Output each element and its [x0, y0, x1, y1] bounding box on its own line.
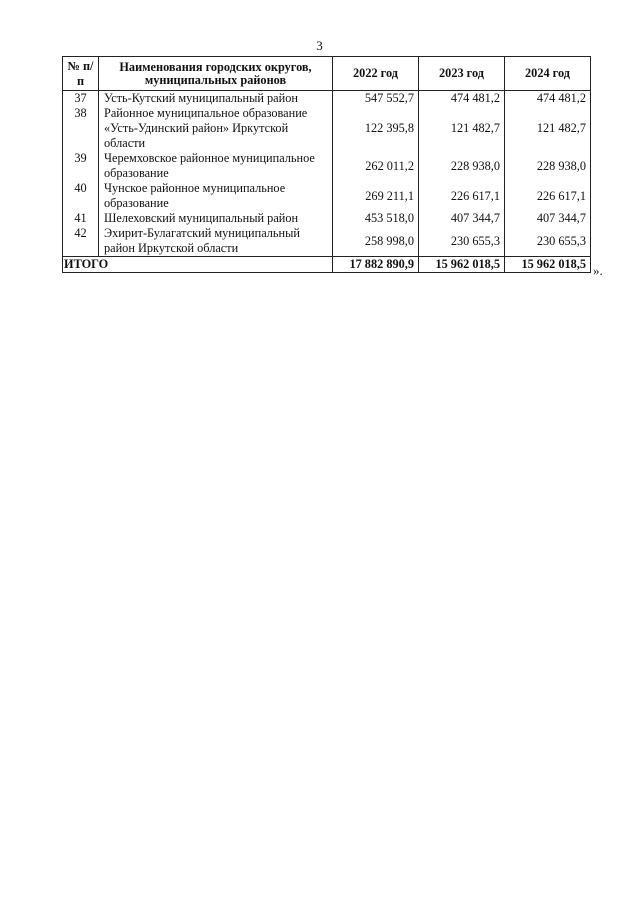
row-value-2023: 407 344,7 — [419, 211, 505, 226]
row-value-2023: 228 938,0 — [419, 151, 505, 181]
row-name: Черемховское районное муниципальное образование — [99, 151, 333, 181]
row-num: 40 — [63, 181, 99, 211]
row-value-2023: 230 655,3 — [419, 226, 505, 257]
page-number: 3 — [316, 38, 323, 53]
closing-quote-mark: ». — [593, 263, 603, 278]
row-value-2022: 269 211,1 — [333, 181, 419, 211]
total-label: ИТОГО — [63, 257, 333, 273]
table-header-row — [63, 57, 591, 91]
row-value-2022: 258 998,0 — [333, 226, 419, 257]
row-name: Эхирит-Булагатский муниципальный район Иркутской области — [99, 226, 333, 257]
row-num: 39 — [63, 151, 99, 181]
table-row — [63, 106, 591, 151]
row-value-2023: 226 617,1 — [419, 181, 505, 211]
row-num: 38 — [63, 106, 99, 151]
total-value-2022: 17 882 890,9 — [333, 257, 419, 273]
row-value-2024: 226 617,1 — [505, 181, 591, 211]
budget-table — [62, 56, 591, 273]
header-2023: 2023 год — [419, 57, 505, 91]
row-name: Чунское районное муниципальное образование — [99, 181, 333, 211]
row-name: Усть-Кутский муниципальный район — [99, 91, 333, 107]
table-row — [63, 211, 591, 226]
table-row — [63, 181, 591, 211]
table-row — [63, 91, 591, 107]
table-row — [63, 226, 591, 257]
total-value-2024: 15 962 018,5 — [505, 257, 591, 273]
row-value-2024: 230 655,3 — [505, 226, 591, 257]
row-value-2022: 547 552,7 — [333, 91, 419, 107]
header-name: Наименования городских округов, муниципальных районов — [99, 57, 333, 91]
row-value-2023: 121 482,7 — [419, 106, 505, 151]
row-value-2024: 121 482,7 — [505, 106, 591, 151]
total-row — [63, 257, 591, 273]
row-num: 42 — [63, 226, 99, 257]
header-2024: 2024 год — [505, 57, 591, 91]
row-num: 41 — [63, 211, 99, 226]
row-value-2024: 474 481,2 — [505, 91, 591, 107]
row-value-2022: 122 395,8 — [333, 106, 419, 151]
header-num: № п/п — [63, 57, 99, 91]
row-value-2024: 228 938,0 — [505, 151, 591, 181]
row-value-2023: 474 481,2 — [419, 91, 505, 107]
table-row — [63, 151, 591, 181]
row-value-2024: 407 344,7 — [505, 211, 591, 226]
row-value-2022: 453 518,0 — [333, 211, 419, 226]
row-value-2022: 262 011,2 — [333, 151, 419, 181]
header-2022: 2022 год — [333, 57, 419, 91]
total-value-2023: 15 962 018,5 — [419, 257, 505, 273]
row-name: Шелеховский муниципальный район — [99, 211, 333, 226]
row-name: Районное муниципальное образование «Усть-Удинский район» Иркутской области — [99, 106, 333, 151]
row-num: 37 — [63, 91, 99, 107]
